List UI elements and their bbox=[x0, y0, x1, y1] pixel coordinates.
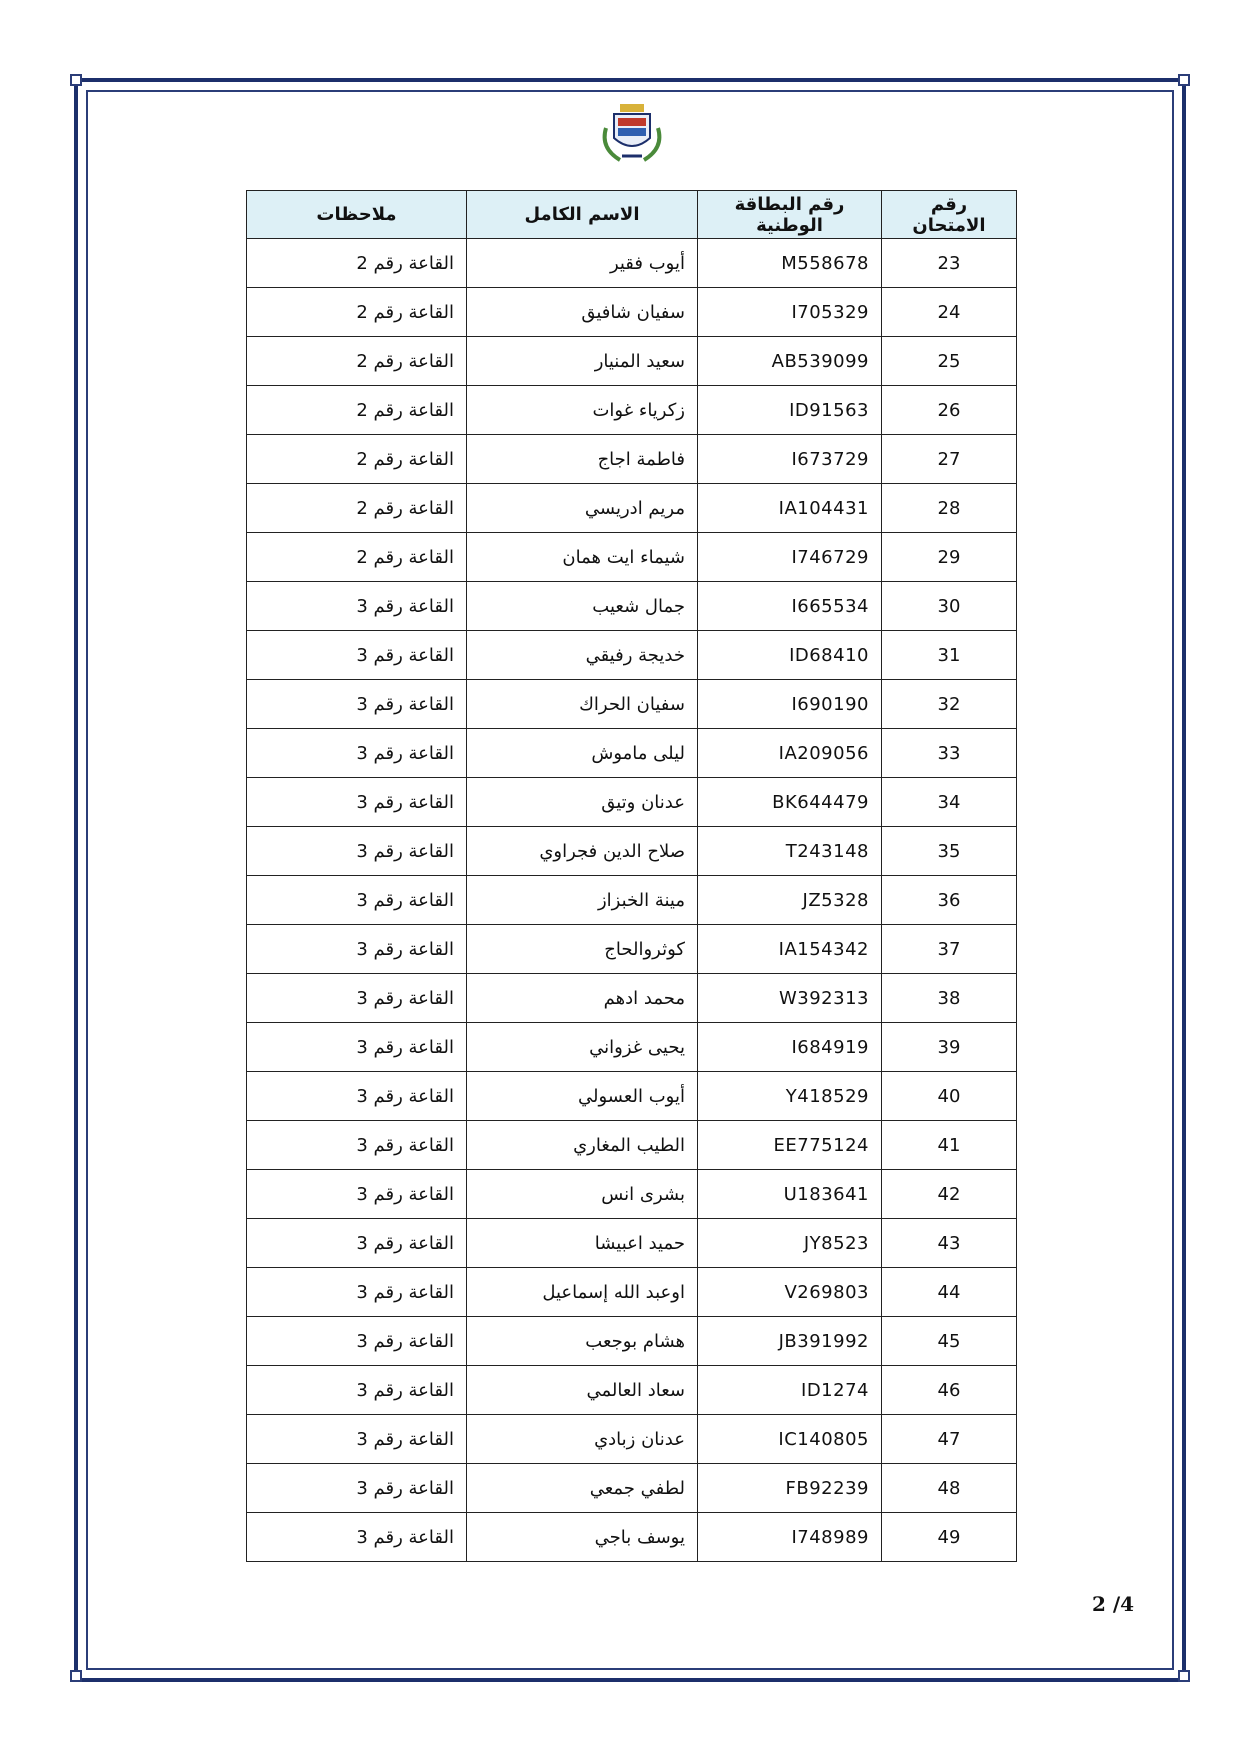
exam-number-cell: 47 bbox=[882, 1415, 1017, 1464]
table-row bbox=[247, 1268, 1017, 1317]
exam-number-cell: 43 bbox=[882, 1219, 1017, 1268]
notes-cell: القاعة رقم 2 bbox=[247, 484, 467, 533]
notes-cell: القاعة رقم 3 bbox=[247, 1023, 467, 1072]
national-id-cell: I748989 bbox=[698, 1513, 882, 1562]
notes-cell: القاعة رقم 3 bbox=[247, 729, 467, 778]
full-name-cell: حميد اعبيشا bbox=[467, 1219, 698, 1268]
notes-cell: القاعة رقم 3 bbox=[247, 1464, 467, 1513]
national-id-cell: I673729 bbox=[698, 435, 882, 484]
full-name-cell: فاطمة اجاج bbox=[467, 435, 698, 484]
table-row bbox=[247, 1317, 1017, 1366]
notes-cell: القاعة رقم 3 bbox=[247, 827, 467, 876]
full-name-cell: صلاح الدين فجراوي bbox=[467, 827, 698, 876]
notes-cell: القاعة رقم 2 bbox=[247, 239, 467, 288]
full-name-cell: خديجة رفيقي bbox=[467, 631, 698, 680]
table-header-row bbox=[247, 191, 1017, 239]
full-name-cell: سفيان شافيق bbox=[467, 288, 698, 337]
table-row bbox=[247, 1464, 1017, 1513]
notes-cell: القاعة رقم 3 bbox=[247, 631, 467, 680]
table-row bbox=[247, 1072, 1017, 1121]
national-id-cell: IA209056 bbox=[698, 729, 882, 778]
national-id-cell: IA104431 bbox=[698, 484, 882, 533]
full-name-cell: عدنان وتيق bbox=[467, 778, 698, 827]
national-id-cell: W392313 bbox=[698, 974, 882, 1023]
national-id-cell: EE775124 bbox=[698, 1121, 882, 1170]
exam-number-cell: 42 bbox=[882, 1170, 1017, 1219]
table-row bbox=[247, 337, 1017, 386]
full-name-cell: جمال شعيب bbox=[467, 582, 698, 631]
full-name-cell: زكرياء غوات bbox=[467, 386, 698, 435]
table-row bbox=[247, 533, 1017, 582]
national-id-cell: V269803 bbox=[698, 1268, 882, 1317]
frame-corner bbox=[1178, 1670, 1190, 1682]
national-id-cell: AB539099 bbox=[698, 337, 882, 386]
exam-number-cell: 23 bbox=[882, 239, 1017, 288]
full-name-cell: هشام بوجعب bbox=[467, 1317, 698, 1366]
full-name-cell: مينة الخبزاز bbox=[467, 876, 698, 925]
table-row bbox=[247, 288, 1017, 337]
notes-cell: القاعة رقم 3 bbox=[247, 582, 467, 631]
col-full-name: الاسم الكامل bbox=[467, 191, 698, 239]
frame-corner bbox=[70, 1670, 82, 1682]
full-name-cell: شيماء ايت همان bbox=[467, 533, 698, 582]
frame-corner bbox=[70, 74, 82, 86]
table-row bbox=[247, 876, 1017, 925]
national-id-cell: JB391992 bbox=[698, 1317, 882, 1366]
table-row bbox=[247, 484, 1017, 533]
table-row bbox=[247, 1121, 1017, 1170]
notes-cell: القاعة رقم 3 bbox=[247, 1170, 467, 1219]
table-row bbox=[247, 239, 1017, 288]
full-name-cell: محمد ادهم bbox=[467, 974, 698, 1023]
national-id-cell: U183641 bbox=[698, 1170, 882, 1219]
national-id-cell: I684919 bbox=[698, 1023, 882, 1072]
col-notes: ملاحظات bbox=[247, 191, 467, 239]
exam-number-cell: 26 bbox=[882, 386, 1017, 435]
col-exam-number: رقم الامتحان bbox=[882, 191, 1017, 239]
national-id-cell: ID68410 bbox=[698, 631, 882, 680]
national-id-cell: JY8523 bbox=[698, 1219, 882, 1268]
table-row bbox=[247, 827, 1017, 876]
national-id-cell: BK644479 bbox=[698, 778, 882, 827]
full-name-cell: ليلى ماموش bbox=[467, 729, 698, 778]
national-id-cell: ID91563 bbox=[698, 386, 882, 435]
full-name-cell: كوثروالحاج bbox=[467, 925, 698, 974]
exam-number-cell: 49 bbox=[882, 1513, 1017, 1562]
notes-cell: القاعة رقم 3 bbox=[247, 974, 467, 1023]
notes-cell: القاعة رقم 3 bbox=[247, 1366, 467, 1415]
exam-number-cell: 46 bbox=[882, 1366, 1017, 1415]
exam-number-cell: 34 bbox=[882, 778, 1017, 827]
notes-cell: القاعة رقم 3 bbox=[247, 1513, 467, 1562]
notes-cell: القاعة رقم 2 bbox=[247, 386, 467, 435]
full-name-cell: يوسف باجي bbox=[467, 1513, 698, 1562]
exam-number-cell: 45 bbox=[882, 1317, 1017, 1366]
exam-number-cell: 25 bbox=[882, 337, 1017, 386]
exam-number-cell: 32 bbox=[882, 680, 1017, 729]
full-name-cell: أيوب العسولي bbox=[467, 1072, 698, 1121]
exam-number-cell: 38 bbox=[882, 974, 1017, 1023]
table-row bbox=[247, 778, 1017, 827]
municipal-emblem-icon bbox=[596, 98, 668, 166]
table-row bbox=[247, 1023, 1017, 1072]
notes-cell: القاعة رقم 3 bbox=[247, 876, 467, 925]
exam-number-cell: 30 bbox=[882, 582, 1017, 631]
exam-number-cell: 33 bbox=[882, 729, 1017, 778]
full-name-cell: اوعبد الله إسماعيل bbox=[467, 1268, 698, 1317]
exam-number-cell: 44 bbox=[882, 1268, 1017, 1317]
full-name-cell: أيوب فقير bbox=[467, 239, 698, 288]
table-row bbox=[247, 925, 1017, 974]
full-name-cell: سفيان الحراك bbox=[467, 680, 698, 729]
exam-number-cell: 29 bbox=[882, 533, 1017, 582]
exam-number-cell: 24 bbox=[882, 288, 1017, 337]
col-national-id: رقم البطاقة الوطنية bbox=[698, 191, 882, 239]
full-name-cell: يحيى غزواني bbox=[467, 1023, 698, 1072]
notes-cell: القاعة رقم 3 bbox=[247, 778, 467, 827]
table-row bbox=[247, 582, 1017, 631]
full-name-cell: سعاد العالمي bbox=[467, 1366, 698, 1415]
exam-number-cell: 40 bbox=[882, 1072, 1017, 1121]
table-row bbox=[247, 1366, 1017, 1415]
exam-number-cell: 48 bbox=[882, 1464, 1017, 1513]
notes-cell: القاعة رقم 3 bbox=[247, 1268, 467, 1317]
table-row bbox=[247, 680, 1017, 729]
notes-cell: القاعة رقم 3 bbox=[247, 1121, 467, 1170]
national-id-cell: Y418529 bbox=[698, 1072, 882, 1121]
exam-number-cell: 28 bbox=[882, 484, 1017, 533]
notes-cell: القاعة رقم 2 bbox=[247, 533, 467, 582]
national-id-cell: ID1274 bbox=[698, 1366, 882, 1415]
national-id-cell: I746729 bbox=[698, 533, 882, 582]
notes-cell: القاعة رقم 3 bbox=[247, 1219, 467, 1268]
notes-cell: القاعة رقم 2 bbox=[247, 337, 467, 386]
national-id-cell: I705329 bbox=[698, 288, 882, 337]
table-row bbox=[247, 1219, 1017, 1268]
national-id-cell: IA154342 bbox=[698, 925, 882, 974]
full-name-cell: سعيد المنيار bbox=[467, 337, 698, 386]
exam-number-cell: 35 bbox=[882, 827, 1017, 876]
full-name-cell: بشرى انس bbox=[467, 1170, 698, 1219]
exam-number-cell: 36 bbox=[882, 876, 1017, 925]
table-row bbox=[247, 435, 1017, 484]
full-name-cell: الطيب المغاري bbox=[467, 1121, 698, 1170]
table-row bbox=[247, 974, 1017, 1023]
exam-number-cell: 37 bbox=[882, 925, 1017, 974]
national-id-cell: FB92239 bbox=[698, 1464, 882, 1513]
table-row bbox=[247, 1170, 1017, 1219]
frame-corner bbox=[1178, 74, 1190, 86]
national-id-cell: M558678 bbox=[698, 239, 882, 288]
notes-cell: القاعة رقم 2 bbox=[247, 288, 467, 337]
notes-cell: القاعة رقم 3 bbox=[247, 1415, 467, 1464]
table-row bbox=[247, 386, 1017, 435]
table-row bbox=[247, 1513, 1017, 1562]
candidates-table bbox=[246, 190, 1017, 1562]
exam-number-cell: 31 bbox=[882, 631, 1017, 680]
full-name-cell: عدنان زبادي bbox=[467, 1415, 698, 1464]
page-number: 2 /4 bbox=[1092, 1592, 1135, 1616]
exam-number-cell: 41 bbox=[882, 1121, 1017, 1170]
notes-cell: القاعة رقم 2 bbox=[247, 435, 467, 484]
notes-cell: القاعة رقم 3 bbox=[247, 925, 467, 974]
national-id-cell: I665534 bbox=[698, 582, 882, 631]
full-name-cell: لطفي جمعي bbox=[467, 1464, 698, 1513]
full-name-cell: مريم ادريسي bbox=[467, 484, 698, 533]
notes-cell: القاعة رقم 3 bbox=[247, 1072, 467, 1121]
national-id-cell: T243148 bbox=[698, 827, 882, 876]
exam-number-cell: 39 bbox=[882, 1023, 1017, 1072]
national-id-cell: IC140805 bbox=[698, 1415, 882, 1464]
table-row bbox=[247, 729, 1017, 778]
national-id-cell: I690190 bbox=[698, 680, 882, 729]
table-row bbox=[247, 631, 1017, 680]
national-id-cell: JZ5328 bbox=[698, 876, 882, 925]
notes-cell: القاعة رقم 3 bbox=[247, 680, 467, 729]
table-row bbox=[247, 1415, 1017, 1464]
exam-number-cell: 27 bbox=[882, 435, 1017, 484]
notes-cell: القاعة رقم 3 bbox=[247, 1317, 467, 1366]
